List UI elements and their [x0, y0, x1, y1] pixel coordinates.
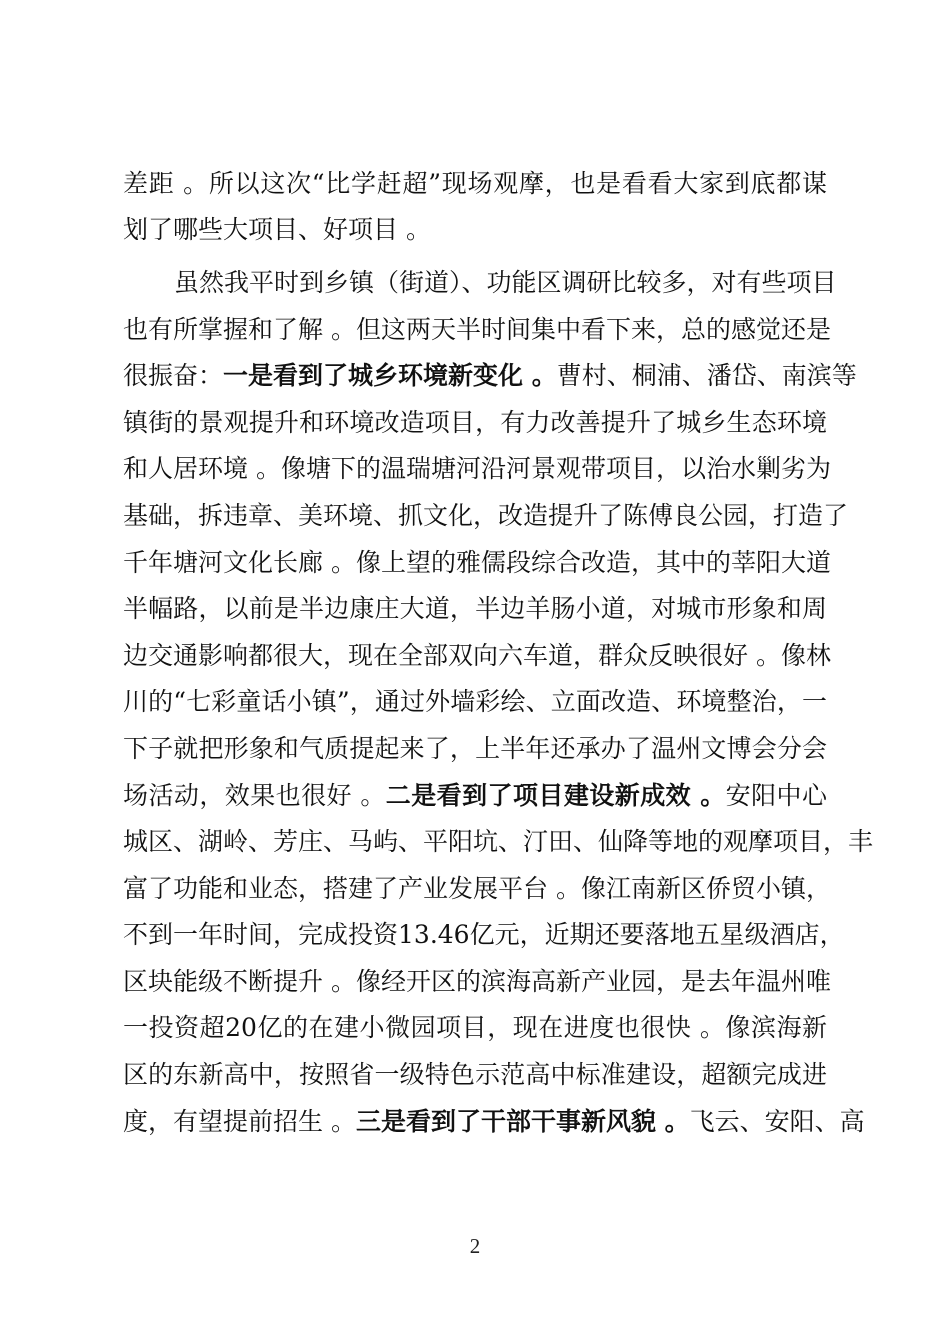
text-line: 基础，拆违章、美环境、抓文化，改造提升了陈傅良公园，打造了	[123, 501, 849, 530]
text-line: 边交通影响都很大，现在全部双向六车道，群众反映很好 。像林	[123, 641, 831, 670]
text-line	[123, 1102, 865, 1142]
text-line: 富了功能和业态，搭建了产业发展平台 。像江南新区侨贸小镇，	[123, 874, 831, 903]
text-line: 差距 。所以这次“比学赶超”现场观摩，也是看看大家到底都谋	[123, 169, 827, 198]
text-line: 千年塘河文化长廊 。像上望的雅儒段综合改造，其中的莘阳大道	[123, 548, 831, 577]
bold-heading-2: 二是看到了项目建设新成效 。	[385, 781, 726, 810]
text-line: 川的“七彩童话小镇”，通过外墙彩绘、立面改造、环境整治，一	[123, 687, 827, 716]
text-line: 也有所掌握和了解 。但这两天半时间集中看下来，总的感觉还是	[123, 315, 831, 344]
text-line: 区块能级不断提升 。像经开区的滨海高新产业园，是去年温州唯	[123, 967, 831, 996]
text-line: 不到一年时间，完成投资13.46亿元，近期还要落地五星级酒店，	[123, 920, 845, 949]
body-text: 场活动，效果也很好 。	[123, 781, 386, 810]
text-line: 下子就把形象和气质提起来了，上半年还承办了温州文博会分会	[123, 734, 827, 763]
text-line: 镇街的景观提升和环境改造项目，有力改善提升了城乡生态环境	[123, 408, 827, 437]
text-line: 虽然我平时到乡镇（街道）、功能区调研比较多，对有些项目	[174, 268, 837, 297]
bold-heading-1: 一是看到了城乡环境新变化 。	[223, 361, 557, 390]
text-line: 区的东新高中，按照省一级特色示范高中标准建设，超额完成进	[123, 1060, 827, 1089]
page-number: 2	[469, 1234, 481, 1258]
text-line: 半幅路，以前是半边康庄大道，半边羊肠小道，对城市形象和周	[123, 594, 827, 623]
bold-heading-3: 三是看到了干部干事新风貌 。	[355, 1107, 690, 1136]
text-line	[123, 776, 827, 816]
body-text: 安阳中心	[725, 781, 827, 810]
body-text: 很振奋：	[123, 361, 224, 390]
body-text: 曹村、桐浦、潘岱、南滨等	[556, 361, 857, 390]
text-line: 一投资超20亿的在建小微园项目，现在进度也很快 。像滨海新	[123, 1013, 827, 1042]
text-line	[123, 356, 857, 396]
body-text: 飞云、安阳、高	[689, 1107, 865, 1136]
text-line: 城区、湖岭、芳庄、马屿、平阳坑、汀田、仙降等地的观摩项目，丰	[123, 827, 874, 856]
body-text: 度，有望提前招生 。	[123, 1107, 356, 1136]
text-line: 划了哪些大项目、好项目 。	[123, 215, 431, 244]
text-line: 和人居环境 。像塘下的温瑞塘河沿河景观带项目，以治水剿劣为	[123, 454, 831, 483]
